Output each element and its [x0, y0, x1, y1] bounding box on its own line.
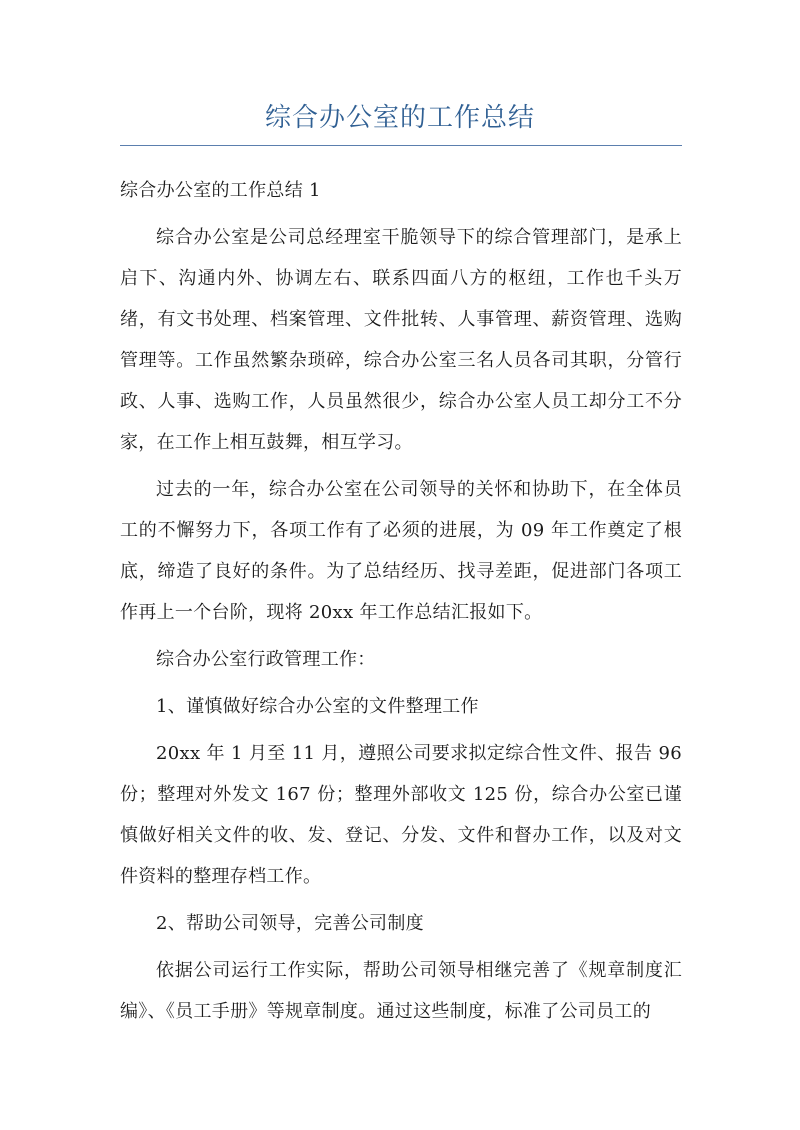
- section-heading-admin: 综合办公室行政管理工作：: [156, 649, 376, 670]
- title-divider: [120, 145, 682, 146]
- paragraph-review: 过去的一年，综合办公室在公司领导的关怀和协助下，在全体员工的不懈努力下，各项工作有了必须的进展，为 09 年工作奠定了根底，缔造了良好的条件。为了总结经历、找寻差距，促进部门各项工作再上一个台阶，现将 20xx 年工作总结汇报如下。: [120, 479, 682, 623]
- paragraph-policy: 依据公司运行工作实际，帮助公司领导相继完善了《规章制度汇编》、《员工手册》等规章制度。通过这些制度，标准了公司员工的: [120, 960, 682, 1022]
- document-title: 综合办公室的工作总结: [264, 103, 535, 133]
- subheading-file-work: 1、谨慎做好综合办公室的文件整理工作: [156, 696, 479, 717]
- paragraph-file-stats: 20xx 年 1 月至 11 月，遵照公司要求拟定综合性文件、报告 96 份；整理对外发文 167 份；整理外部收文 125 份，综合办公室已谨慎做好相关文件的收、发、登记、分发、文件和督办工作，以及对文件资料的整理存档工作。: [120, 743, 682, 887]
- section-subtitle: 综合办公室的工作总结 1: [120, 180, 321, 201]
- document-body: [120, 170, 682, 1032]
- paragraph-intro: 综合办公室是公司总经理室干脆领导下的综合管理部门，是承上启下、沟通内外、协调左右、联系四面八方的枢纽，工作也千头万绪，有文书处理、档案管理、文件批转、人事管理、薪资管理、选购管理等。工作虽然繁杂琐碎，综合办公室三名人员各司其职，分管行政、人事、选购工作，人员虽然很少，综合办公室人员工却分工不分家，在工作上相互鼓舞，相互学习。: [120, 227, 682, 453]
- subheading-policy: 2、帮助公司领导，完善公司制度: [156, 913, 424, 934]
